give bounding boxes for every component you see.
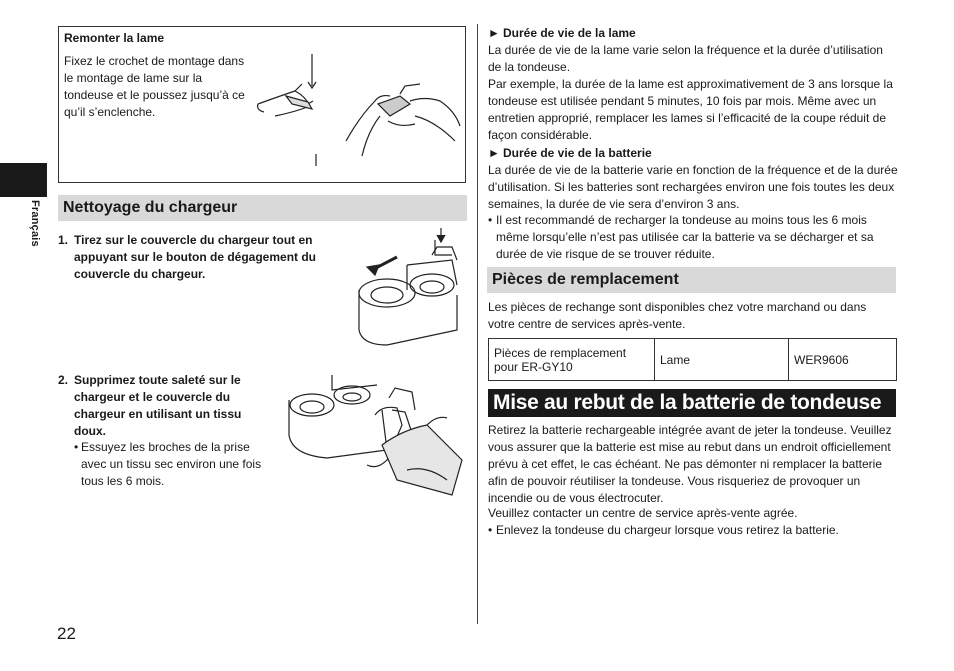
replacement-parts-table — [488, 338, 897, 381]
table-cell-code: WER9606 — [789, 339, 897, 381]
step-1-text: Tirez sur le couvercle du chargeur tout en appuyant sur le bouton de dégagement du couvercle du chargeur. — [74, 233, 317, 281]
page-number: 22 — [57, 624, 76, 643]
step-2-bullet: Essuyez les broches de la prise avec un tissu sec environ une fois tous les 6 mois. — [81, 440, 262, 488]
bullet-mark: • — [488, 213, 493, 227]
column-divider — [477, 24, 478, 624]
battery-life-arrow: ► — [488, 146, 500, 160]
battery-life-bullet: Il est recommandé de recharger la tondeuse au moins tous les 6 mois même lorsqu’elle n’est pas utilisée car la batterie va se décharger et sa durée de vie risque de se trouver réduite. — [496, 213, 874, 261]
box-title: Remonter la lame — [64, 31, 165, 45]
blade-reassembly-illustration — [250, 46, 462, 166]
charger-cover-removal-illustration — [357, 225, 467, 350]
blade-life-arrow: ► — [488, 26, 500, 40]
blade-life-heading: Durée de vie de la lame — [503, 26, 636, 40]
blade-life-paragraph-2: Par exemple, la durée de la lame est approximativement de 3 ans lorsque la tondeuse est utilisée pendant 5 minutes, 10 fois par mois. Même avec un entretien approprié, remplacer les lames si l’efficacité de la coupe réduit de façon considérable. — [488, 77, 893, 142]
replacement-parts-text: Les pièces de rechange sont disponibles chez votre marchand ou dans votre centre de services après-vente. — [488, 300, 867, 331]
language-tab-label: Français — [29, 200, 41, 247]
battery-disposal-bullet: Enlevez la tondeuse du chargeur lorsque vous retirez la batterie. — [496, 523, 839, 537]
language-tab-marker — [0, 163, 47, 197]
charger-wiping-illustration — [287, 370, 467, 510]
table-row — [489, 339, 897, 381]
replacement-parts-heading: Pièces de remplacement — [487, 267, 896, 293]
battery-disposal-text: Retirez la batterie rechargeable intégrée avant de jeter la tondeuse. Veuillez vous assurer que la batterie est mise au rebut dans un endroit officiellement prévu à cet effet, le cas échéant. Ne pas démonter ni remplacer la batterie afin de pouvoir réutiliser la tondeuse. Vous risqueriez de provoquer un incendie ou de vous électrocuter. — [488, 423, 892, 505]
battery-life-paragraph: La durée de vie de la batterie varie en fonction de la fréquence et de la durée d’utilisation. Si les batteries sont rechargées environ une fois toutes les deux semaines, la durée de vie sera d’environ 3 ans. — [488, 163, 898, 211]
battery-life-heading: Durée de vie de la batterie — [503, 146, 652, 160]
step-2-number: 2. — [58, 373, 69, 387]
bullet-mark: • — [488, 523, 493, 537]
table-cell-item: Lame — [655, 339, 789, 381]
step-1-number: 1. — [58, 233, 69, 247]
battery-disposal-heading: Mise au rebut de la batterie de tondeuse — [488, 389, 896, 417]
blade-life-paragraph-1: La durée de vie de la lame varie selon la fréquence et la durée d’utilisation de la tondeuse. — [488, 43, 883, 74]
step-2-text: Supprimez toute saleté sur le chargeur et le couvercle du chargeur en utilisant un tissu doux. — [74, 373, 242, 438]
battery-disposal-contact: Veuillez contacter un centre de service après-vente agrée. — [488, 506, 798, 520]
charger-cleaning-heading: Nettoyage du chargeur — [58, 195, 467, 221]
table-cell-part: Pièces de remplacement pour ER-GY10 — [489, 339, 655, 381]
box-text: Fixez le crochet de montage dans le montage de lame sur la tondeuse et le poussez jusqu’à ce qu’il s’enclenche. — [64, 54, 245, 119]
bullet-mark: • — [74, 440, 79, 454]
